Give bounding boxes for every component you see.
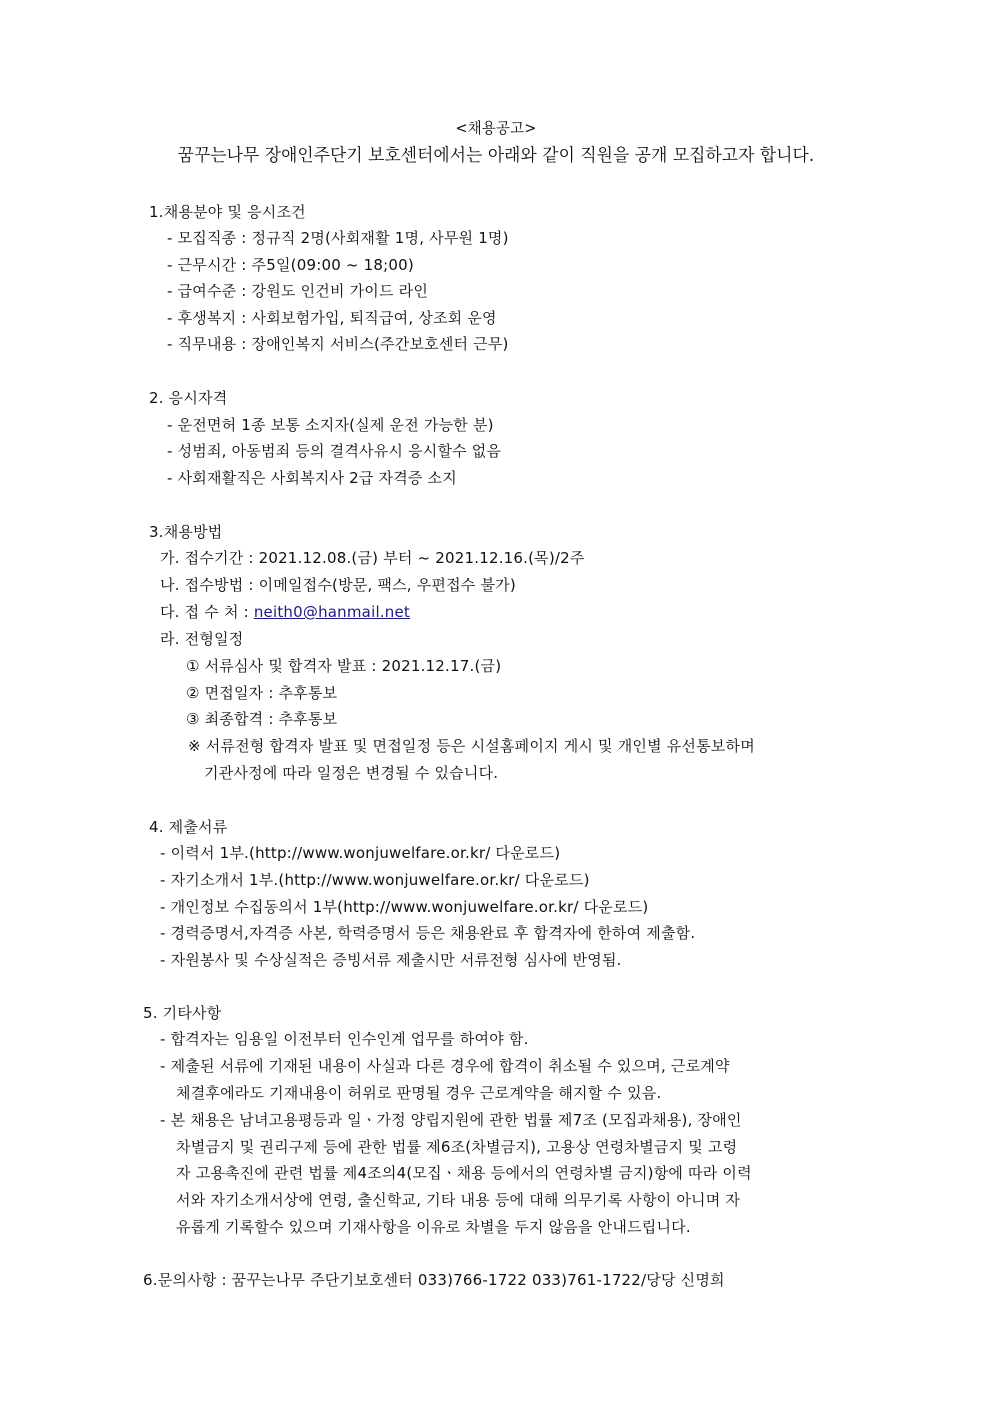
address-label: 다. 접 수 처 :: [160, 603, 254, 621]
email-link[interactable]: neith0@hanmail.net: [253, 603, 410, 621]
section5-line: - 제출된 서류에 기재된 내용이 사실과 다른 경우에 합격이 취소될 수 있으며, 근로계약: [160, 1057, 730, 1075]
section5-line: 서와 자기소개서상에 연령, 출신학교, 기타 내용 등에 대해 의무기록 사항이 아니며 자: [176, 1191, 741, 1209]
section4-item: - 경력증명서,자격증 사본, 학력증명서 등은 채용완료 후 합격자에 한하여 제출함.: [160, 924, 696, 942]
section4-item: - 자기소개서 1부.(http://www.wonjuwelfare.or.kr/ 다운로드): [160, 871, 590, 889]
section1-item: - 모집직종 : 정규직 2명(사회재활 1명, 사무원 1명): [167, 229, 509, 247]
section2-item: - 운전면허 1종 보통 소지자(실제 운전 가능한 분): [167, 416, 494, 434]
section5-title: 5. 기타사항: [143, 1004, 222, 1022]
section2-title: 2. 응시자격: [149, 389, 228, 407]
section1-item: - 후생복지 : 사회보험가입, 퇴직급여, 상조회 운영: [167, 309, 497, 327]
section5-line: 유롭게 기록할수 있으며 기재사항을 이유로 차별을 두지 않음을 안내드립니다.: [176, 1218, 691, 1236]
section2-item: - 성범죄, 아동범죄 등의 결격사유시 응시할수 없음: [167, 442, 502, 460]
section5-line: 자 고용촉진에 관련 법률 제4조의4(모집ㆍ채용 등에서의 연령차별 금지)항에 따라 이력: [176, 1164, 752, 1182]
section5-line: 차별금지 및 권리구제 등에 관한 법률 제6조(차별금지), 고용상 연령차별금지 및 고령: [176, 1138, 738, 1156]
schedule-note-continued: 기관사정에 따라 일정은 변경될 수 있습니다.: [204, 764, 499, 782]
section5-line: 체결후에라도 기재내용이 허위로 판명될 경우 근로계약을 해지할 수 있음.: [176, 1084, 662, 1102]
section1-item: - 직무내용 : 장애인복지 서비스(주간보호센터 근무): [167, 335, 509, 353]
section5-line: - 본 채용은 남녀고용평등과 일ㆍ가정 양립지원에 관한 법률 제7조 (모집과채용), 장애인: [160, 1111, 742, 1129]
section2-item: - 사회재활직은 사회복지사 2급 자격증 소지: [167, 469, 457, 487]
schedule-note: ※ 서류전형 합격자 발표 및 면접일정 등은 시설홈페이지 게시 및 개인별 유선통보하며: [188, 737, 755, 755]
section1-title: 1.채용분야 및 응시조건: [149, 203, 306, 221]
schedule-item: ① 서류심사 및 합격자 발표 : 2021.12.17.(금): [186, 657, 502, 675]
application-method: 나. 접수방법 : 이메일접수(방문, 팩스, 우편접수 불가): [160, 576, 516, 594]
section1-item: - 급여수준 : 강원도 인건비 가이드 라인: [167, 282, 429, 300]
section5-line: - 합격자는 임용일 이전부터 인수인계 업무를 하여야 함.: [160, 1030, 529, 1048]
section3-title: 3.채용방법: [149, 523, 223, 541]
contact-info: 6.문의사항 : 꿈꾸는나무 주단기보호센터 033)766-1722 033)761-1722/당당 신명희: [143, 1271, 725, 1289]
notice-headline: 꿈꾸는나무 장애인주단기 보호센터에서는 아래와 같이 직원을 공개 모집하고자 합니다.: [177, 146, 815, 166]
application-address: [160, 602, 410, 622]
section4-item: - 자원봉사 및 수상실적은 증빙서류 제출시만 서류전형 심사에 반영됨.: [160, 951, 622, 969]
section4-title: 4. 제출서류: [149, 818, 228, 836]
section4-item: - 개인정보 수집동의서 1부(http://www.wonjuwelfare.or.kr/ 다운로드): [160, 898, 649, 916]
section4-item: - 이력서 1부.(http://www.wonjuwelfare.or.kr/ 다운로드): [160, 844, 561, 862]
schedule-item: ② 면접일자 : 추후통보: [186, 684, 338, 702]
notice-label: <채용공고>: [455, 119, 537, 137]
section1-item: - 근무시간 : 주5일(09:00 ~ 18;00): [167, 256, 414, 274]
application-period: 가. 접수기간 : 2021.12.08.(금) 부터 ~ 2021.12.16.(목)/2주: [160, 549, 585, 567]
schedule-title: 라. 전형일정: [160, 630, 244, 648]
schedule-item: ③ 최종합격 : 추후통보: [186, 710, 338, 728]
